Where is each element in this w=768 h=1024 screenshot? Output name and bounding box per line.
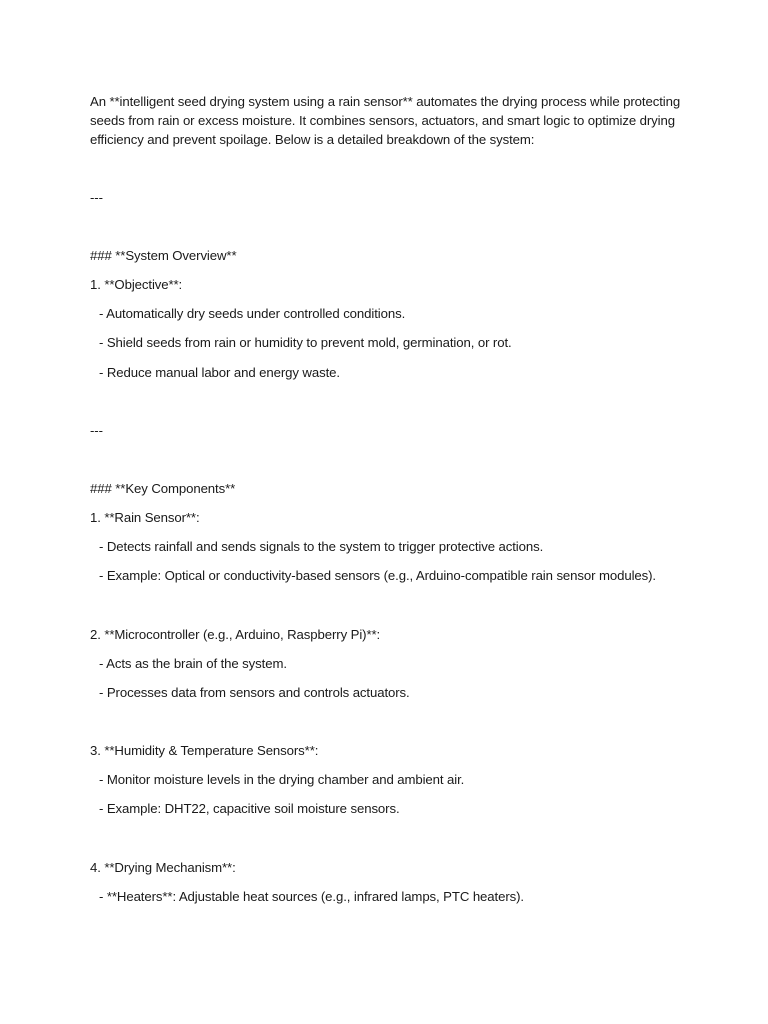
bullet-item: - Processes data from sensors and controls actuators. bbox=[99, 685, 410, 700]
list-item-humidity-temperature-sensors: 3. **Humidity & Temperature Sensors**: bbox=[90, 743, 319, 758]
intro-line-2: seeds from rain or excess moisture. It combines sensors, actuators, and smart logic to optimize drying bbox=[90, 113, 675, 128]
separator: --- bbox=[90, 190, 103, 205]
intro-line-3: efficiency and prevent spoilage. Below is a detailed breakdown of the system: bbox=[90, 132, 535, 147]
bullet-item: - **Heaters**: Adjustable heat sources (e.g., infrared lamps, PTC heaters). bbox=[99, 889, 524, 904]
bullet-item: - Monitor moisture levels in the drying chamber and ambient air. bbox=[99, 772, 465, 787]
list-item-rain-sensor: 1. **Rain Sensor**: bbox=[90, 510, 200, 525]
bullet-item: - Acts as the brain of the system. bbox=[99, 656, 287, 671]
section-heading-system-overview: ### **System Overview** bbox=[90, 248, 237, 263]
bullet-item: - Detects rainfall and sends signals to the system to trigger protective actions. bbox=[99, 539, 544, 554]
bullet-item: - Example: DHT22, capacitive soil moisture sensors. bbox=[99, 801, 400, 816]
list-item-drying-mechanism: 4. **Drying Mechanism**: bbox=[90, 860, 236, 875]
bullet-item: - Shield seeds from rain or humidity to prevent mold, germination, or rot. bbox=[99, 335, 512, 350]
list-item-objective: 1. **Objective**: bbox=[90, 277, 183, 292]
list-item-microcontroller: 2. **Microcontroller (e.g., Arduino, Raspberry Pi)**: bbox=[90, 627, 381, 642]
bullet-item: - Example: Optical or conductivity-based sensors (e.g., Arduino-compatible rain sensor modules). bbox=[99, 568, 656, 583]
intro-line-1: An **intelligent seed drying system using a rain sensor** automates the drying process while protecting bbox=[90, 94, 681, 109]
bullet-item: - Automatically dry seeds under controlled conditions. bbox=[99, 306, 406, 321]
bullet-item: - Reduce manual labor and energy waste. bbox=[99, 365, 340, 380]
separator: --- bbox=[90, 423, 103, 438]
section-heading-key-components: ### **Key Components** bbox=[90, 481, 236, 496]
